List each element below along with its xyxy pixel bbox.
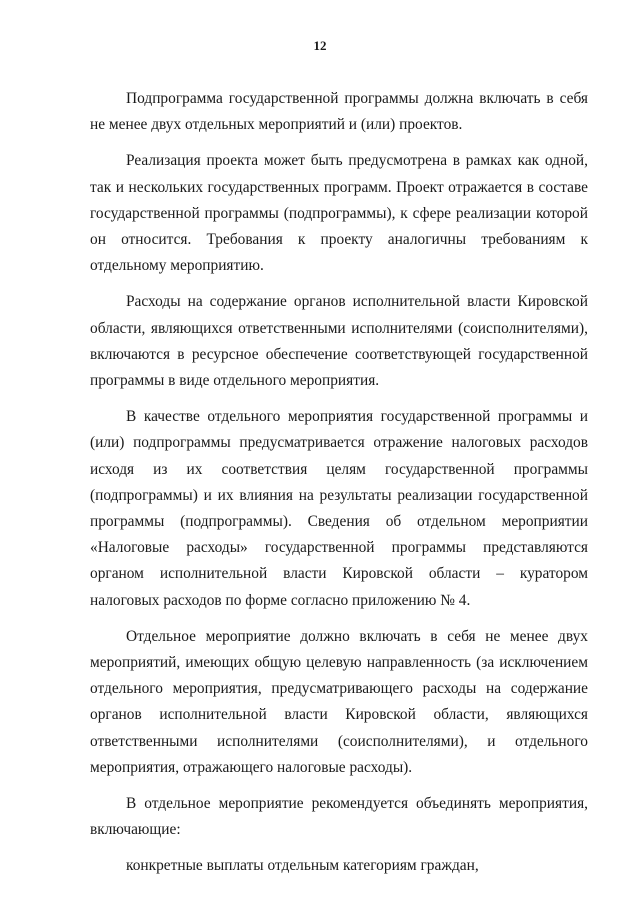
- page-number: 12: [313, 38, 327, 53]
- paragraph-measure-grouping: В отдельное мероприятие рекомендуется объединять мероприятия, включающие:: [90, 795, 588, 839]
- paragraph-separate-measure-requirements: Отдельное мероприятие должно включать в себя не менее двух мероприятий, имеющих общую целевую направленность (за исключением отдельного мероприятия, предусматривающего расходы на содержание органов исполнительной власти Кировской области, являющихся ответственными исполнителями (соисполнителями), и отдельного мероприятия, отражающего налоговые расходы).: [90, 627, 588, 776]
- paragraph-list-item-payments: конкретные выплаты отдельным категориям граждан,: [126, 857, 479, 875]
- document-body: [90, 86, 588, 890]
- paragraph-project-implementation: Реализация проекта может быть предусмотрена в рамках как одной, так и нескольких государственных программ. Проект отражается в составе государственной программы (подпрограммы), к сфере реализации которой он относится. Требования к проекту аналогичны требованиям к отдельному мероприятию.: [90, 152, 588, 275]
- paragraph-subprogram-requirements: Подпрограмма государственной программы должна включать в себя не менее двух отдельных мероприятий и (или) проектов.: [90, 90, 588, 134]
- paragraph-maintenance-expenses: Расходы на содержание органов исполнительной власти Кировской области, являющихся ответственными исполнителями (соисполнителями), включаются в ресурсное обеспечение соответствующей государственной программы в виде отдельного мероприятия.: [90, 293, 588, 390]
- paragraph-tax-expenses: В качестве отдельного мероприятия государственной программы и (или) подпрограммы предусматривается отражение налоговых расходов исходя из их соответствия целям государственной программы (подпрограммы) и их влияния на результаты реализации государственной программы (подпрограммы). Сведения об отдельном мероприятии «Налоговые расходы» государственной программы представляются органом исполнительной власти Кировской области – куратором налоговых расходов по форме согласно приложению № 4.: [90, 408, 588, 609]
